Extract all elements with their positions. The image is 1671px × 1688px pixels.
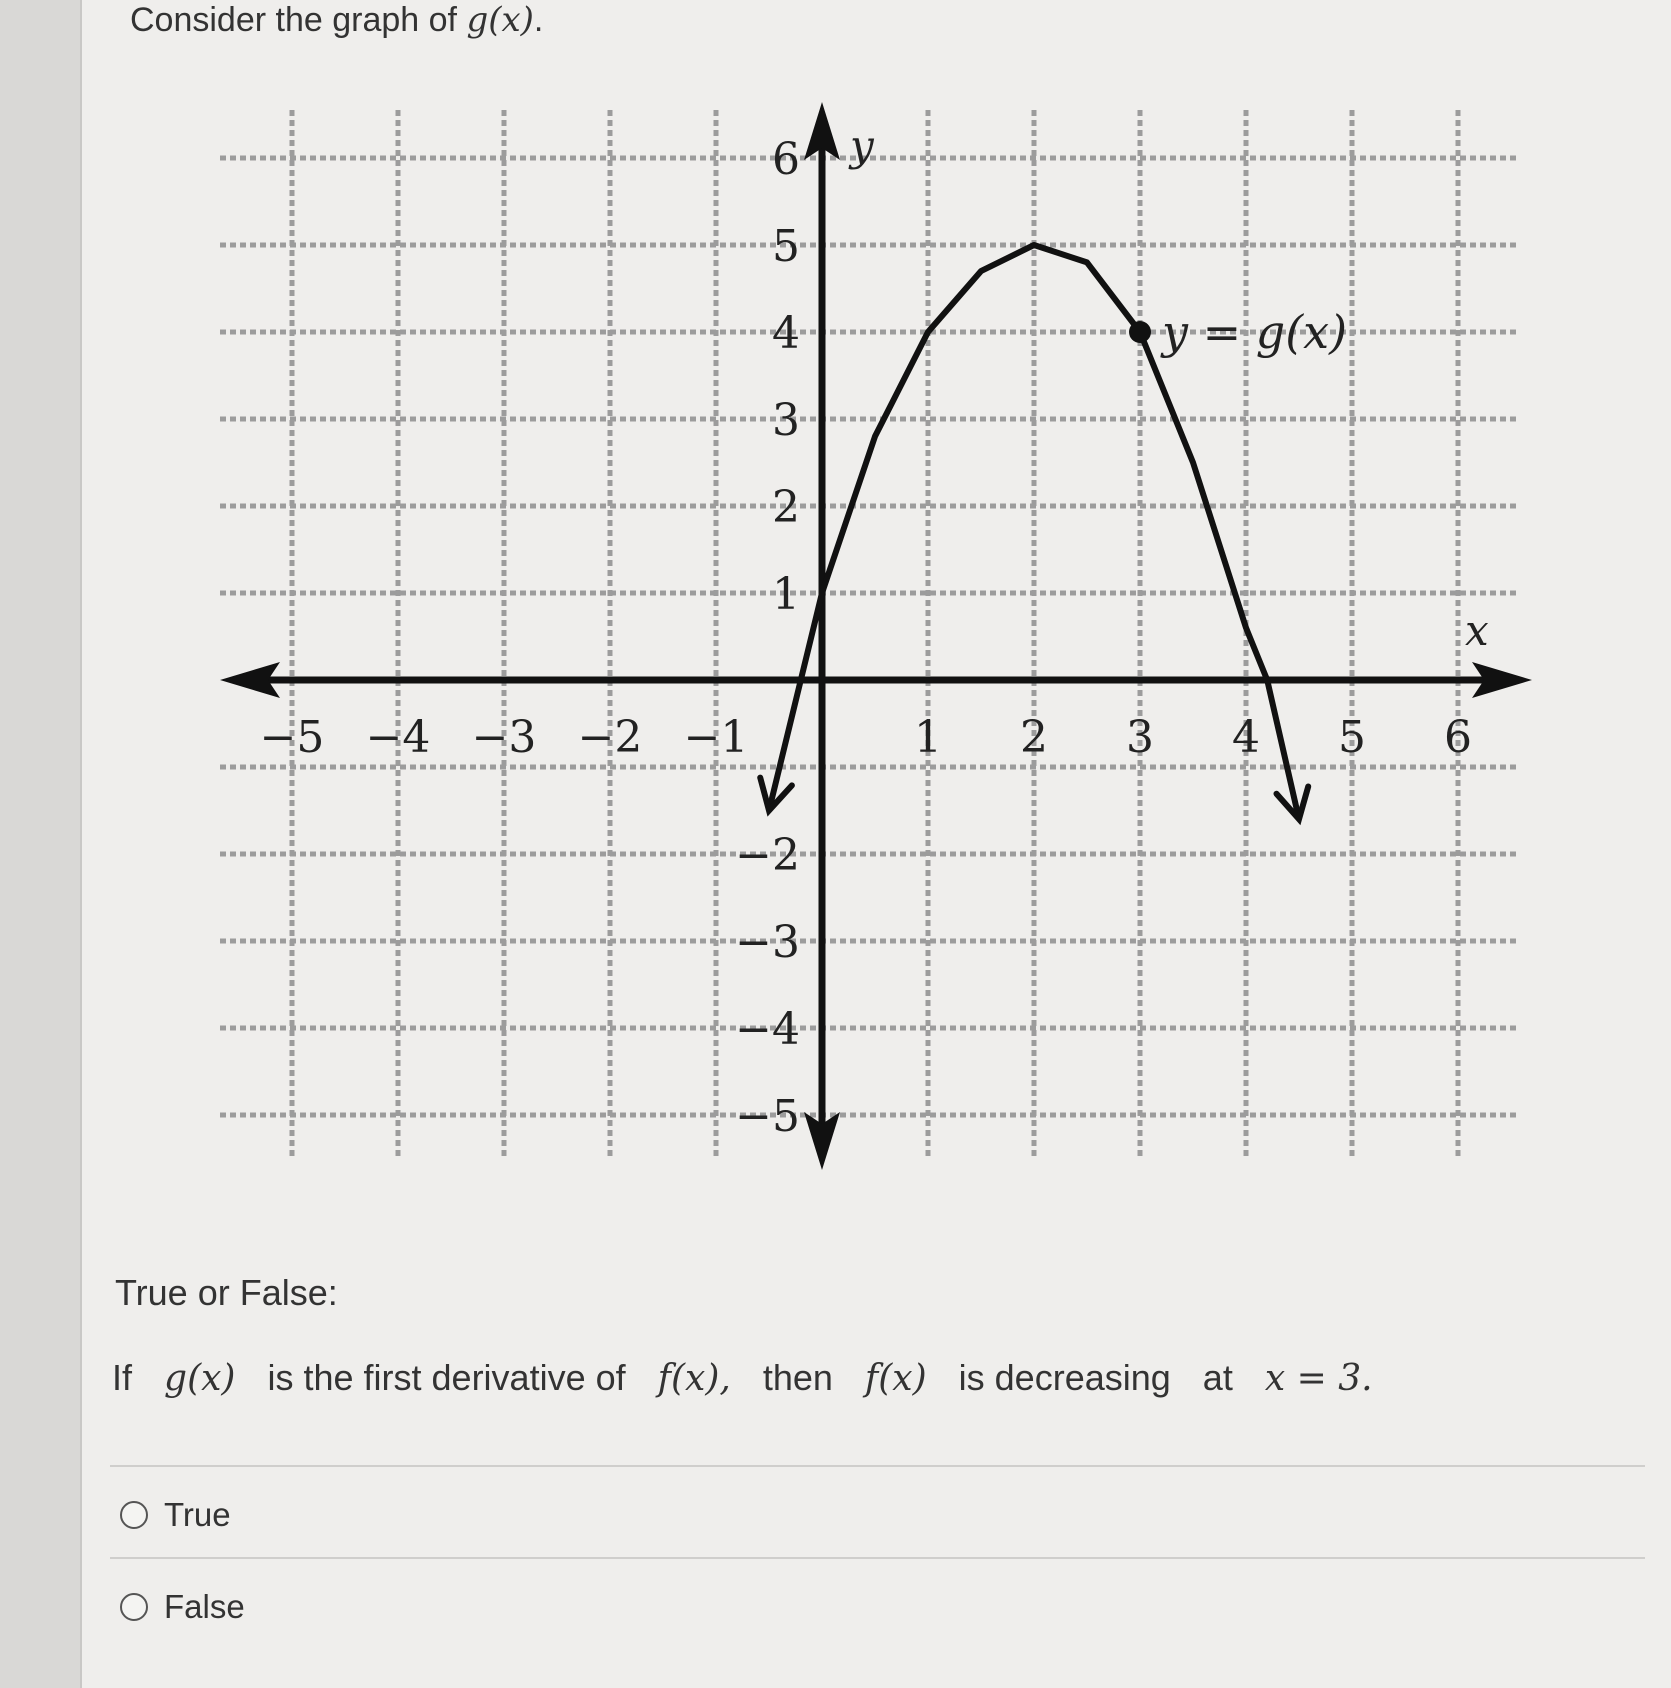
option-true-label: True bbox=[164, 1496, 231, 1533]
x-tick-label: −2 bbox=[577, 712, 643, 763]
x-tick-label: 1 bbox=[914, 712, 942, 763]
divider bbox=[110, 1465, 1645, 1467]
y-tick-label: 3 bbox=[772, 395, 800, 446]
x-tick-label: −5 bbox=[259, 712, 325, 763]
statement-f-of-x: f(x), bbox=[657, 1358, 731, 1399]
x-tick-label: −4 bbox=[365, 712, 431, 763]
x-tick-label: −3 bbox=[471, 712, 537, 763]
x-tick-label: −1 bbox=[683, 712, 749, 763]
divider bbox=[110, 1557, 1645, 1559]
statement-decreasing: is decreasing bbox=[958, 1357, 1171, 1398]
x-tick-label: 6 bbox=[1444, 712, 1472, 763]
radio-icon[interactable] bbox=[120, 1593, 148, 1621]
question-title bbox=[130, 0, 543, 40]
radio-icon[interactable] bbox=[120, 1501, 148, 1529]
statement-g-of-x: g(x) bbox=[164, 1358, 236, 1399]
function-graph bbox=[220, 100, 1540, 1180]
y-tick-label: 1 bbox=[772, 569, 800, 620]
curve-label: y = g(x) bbox=[1162, 305, 1348, 359]
statement-derivative-text: is the first derivative of bbox=[267, 1357, 626, 1398]
y-tick-label: −4 bbox=[735, 1004, 800, 1055]
question-suffix: . bbox=[533, 1, 544, 39]
option-false-label: False bbox=[164, 1588, 245, 1625]
x-tick-label: 2 bbox=[1020, 712, 1048, 763]
option-true[interactable] bbox=[120, 1490, 231, 1540]
y-tick-label: 2 bbox=[772, 482, 800, 533]
option-false[interactable] bbox=[120, 1582, 245, 1632]
statement-f-of-x-2: f(x) bbox=[864, 1358, 927, 1399]
y-tick-label: −2 bbox=[735, 830, 800, 881]
x-tick-label: 4 bbox=[1232, 712, 1260, 763]
y-tick-label: −5 bbox=[735, 1091, 800, 1142]
statement-then: then bbox=[762, 1357, 833, 1398]
question-function: g(x) bbox=[466, 0, 534, 40]
x-tick-label: 3 bbox=[1126, 712, 1154, 763]
statement-at: at bbox=[1202, 1357, 1233, 1398]
y-tick-label: 4 bbox=[772, 308, 800, 359]
y-tick-label: 5 bbox=[772, 221, 800, 272]
y-axis-label: y bbox=[850, 121, 874, 170]
true-false-label: True or False: bbox=[115, 1272, 338, 1313]
statement-if: If bbox=[112, 1357, 133, 1398]
highlight-point bbox=[1129, 321, 1151, 343]
question-prefix: Consider the graph of bbox=[130, 1, 457, 39]
statement-x-equals-3: x = 3. bbox=[1264, 1358, 1373, 1399]
x-tick-label: 5 bbox=[1338, 712, 1366, 763]
y-tick-label: 6 bbox=[772, 134, 800, 185]
y-tick-label: −3 bbox=[735, 917, 800, 968]
question-statement bbox=[112, 1357, 1373, 1399]
x-axis-label: x bbox=[1465, 606, 1489, 655]
